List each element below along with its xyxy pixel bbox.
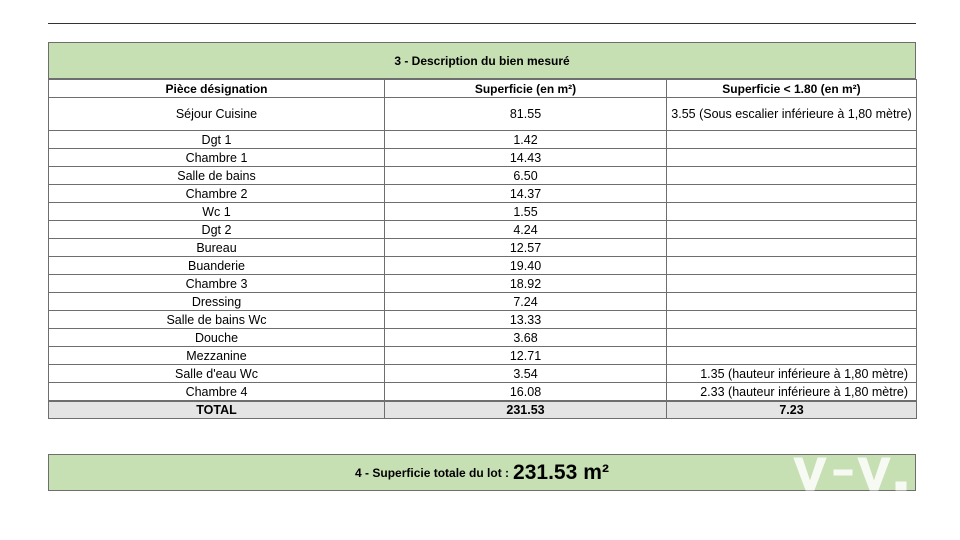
section-3-title: 3 - Description du bien mesuré	[48, 42, 916, 79]
room-surface: 18.92	[385, 275, 667, 293]
table-row	[49, 329, 917, 347]
table-header-row	[49, 80, 917, 98]
table-row	[49, 383, 917, 401]
rooms-table	[48, 79, 917, 401]
room-surface-low	[667, 257, 917, 275]
table-row	[49, 185, 917, 203]
room-name: Bureau	[49, 239, 385, 257]
room-name: Salle d'eau Wc	[49, 365, 385, 383]
room-surface-low: 2.33 (hauteur inférieure à 1,80 mètre)	[667, 383, 917, 401]
table-row	[49, 275, 917, 293]
room-surface-low: 1.35 (hauteur inférieure à 1,80 mètre)	[667, 365, 917, 383]
total-table	[48, 401, 917, 419]
table-row	[49, 293, 917, 311]
top-divider	[48, 23, 916, 24]
room-surface: 3.68	[385, 329, 667, 347]
total-area-unit: m²	[583, 460, 609, 484]
room-name: Dgt 2	[49, 221, 385, 239]
room-name: Séjour Cuisine	[49, 98, 385, 131]
room-surface-low	[667, 167, 917, 185]
room-name: Chambre 3	[49, 275, 385, 293]
room-surface: 81.55	[385, 98, 667, 131]
room-surface-low	[667, 293, 917, 311]
room-surface-low	[667, 239, 917, 257]
header-surface-low: Superficie < 1.80 (en m²)	[667, 80, 917, 98]
total-surface: 231.53	[385, 402, 667, 419]
table-row	[49, 149, 917, 167]
room-name: Wc 1	[49, 203, 385, 221]
total-area-value: 231.53	[513, 460, 578, 484]
section-4-total-area	[48, 454, 916, 491]
table-row	[49, 257, 917, 275]
total-row	[49, 402, 917, 419]
table-row	[49, 131, 917, 149]
room-surface: 13.33	[385, 311, 667, 329]
room-surface: 3.54	[385, 365, 667, 383]
room-name: Chambre 2	[49, 185, 385, 203]
total-label: TOTAL	[49, 402, 385, 419]
room-surface: 16.08	[385, 383, 667, 401]
room-surface-low	[667, 275, 917, 293]
table-row	[49, 311, 917, 329]
room-surface-low	[667, 149, 917, 167]
room-surface: 12.57	[385, 239, 667, 257]
header-surface: Superficie (en m²)	[385, 80, 667, 98]
room-name: Buanderie	[49, 257, 385, 275]
table-row	[49, 365, 917, 383]
room-surface: 19.40	[385, 257, 667, 275]
room-surface: 1.42	[385, 131, 667, 149]
table-row	[49, 221, 917, 239]
total-surface-low: 7.23	[667, 402, 917, 419]
room-name: Chambre 4	[49, 383, 385, 401]
room-surface-low	[667, 329, 917, 347]
table-row	[49, 98, 917, 131]
table-row	[49, 347, 917, 365]
table-row	[49, 203, 917, 221]
room-surface: 14.43	[385, 149, 667, 167]
header-piece: Pièce désignation	[49, 80, 385, 98]
room-name: Salle de bains Wc	[49, 311, 385, 329]
brand-logo-watermark-icon	[792, 452, 916, 492]
room-name: Dgt 1	[49, 131, 385, 149]
room-surface-low	[667, 221, 917, 239]
table-row	[49, 167, 917, 185]
room-surface: 12.71	[385, 347, 667, 365]
room-surface-low	[667, 311, 917, 329]
total-area-label: 4 - Superficie totale du lot :	[355, 465, 510, 480]
room-surface: 14.37	[385, 185, 667, 203]
room-name: Salle de bains	[49, 167, 385, 185]
room-surface: 4.24	[385, 221, 667, 239]
room-surface: 1.55	[385, 203, 667, 221]
room-name: Douche	[49, 329, 385, 347]
room-surface-low	[667, 203, 917, 221]
table-row	[49, 239, 917, 257]
section-3-description	[48, 42, 916, 401]
room-surface-low	[667, 185, 917, 203]
room-name: Mezzanine	[49, 347, 385, 365]
room-name: Chambre 1	[49, 149, 385, 167]
room-surface: 7.24	[385, 293, 667, 311]
room-surface-low: 3.55 (Sous escalier inférieure à 1,80 mètre)	[667, 98, 917, 131]
room-name: Dressing	[49, 293, 385, 311]
room-surface-low	[667, 131, 917, 149]
room-surface: 6.50	[385, 167, 667, 185]
room-surface-low	[667, 347, 917, 365]
